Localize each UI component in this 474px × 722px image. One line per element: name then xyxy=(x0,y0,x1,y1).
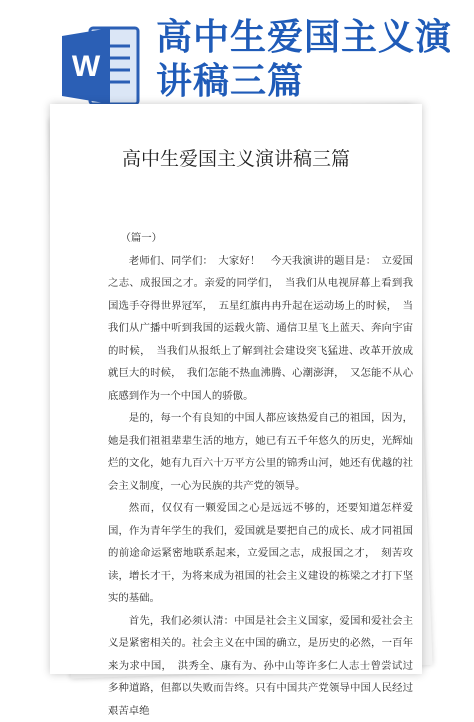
paragraph-4: 首先，我们必须认清：中国是社会主义国家，爱国和爱社会主义是紧密相关的。社会主义在中国的确立，是历史的必然，一百年来为求中国， 洪秀全、康有为、孙中山等许多仁人志士曾尝试过多种道路，但都以失败而告终。只有中国共产党领导中国人民经过艰苦卓绝 xyxy=(108,610,413,722)
paragraph-3: 然而，仅仅有一颗爱国之心是远远不够的，还要知道怎样爱国，作为青年学生的我们，爱国就是要把自己的成长、成才同祖国的前途命运紧密地联系起来，立爱国之志，成报国之才， 刻苦攻读，增长才干，为将来成为祖国的社会主义建设的栋梁之才打下坚实的基础。 xyxy=(108,497,413,610)
banner-title: 高中生爱国主义演讲稿三篇 xyxy=(156,16,466,104)
document-body xyxy=(108,227,413,722)
section-label: （篇一） xyxy=(108,227,413,250)
paragraph-2: 是的，每一个有良知的中国人都应该热爱自己的祖国，因为，她是我们祖祖辈辈生活的地方，她已有五千年悠久的历史，光辉灿烂的文化，她有九百六十万平方公里的锦秀山河，她还有优越的社会主义制度，一心为民族的共产党的领导。 xyxy=(108,407,413,497)
word-logo-letter: W xyxy=(72,50,101,83)
paragraph-1: 老师们、同学们： 大家好！ 今天我演讲的题目是： 立爱国之志、成报国之才。亲爱的同学们， 当我们从电视屏幕上看到我国选手夺得世界冠军， 五星红旗冉冉升起在运动场上的时候， 当我们从广播中听到我国的运载火箭、通信卫星飞上蓝天、奔向宇宙的时候， 当我们从报纸上了解到社会建设突飞猛进、改革开放成就巨大的时候， 我们怎能不热血沸腾、心潮澎湃， 又怎能不从心底感到作为一个中国人的骄傲。 xyxy=(108,250,413,408)
document-title: 高中生爱国主义演讲稿三篇 xyxy=(50,144,422,171)
word-logo-icon xyxy=(60,22,142,110)
document-page xyxy=(50,104,422,674)
